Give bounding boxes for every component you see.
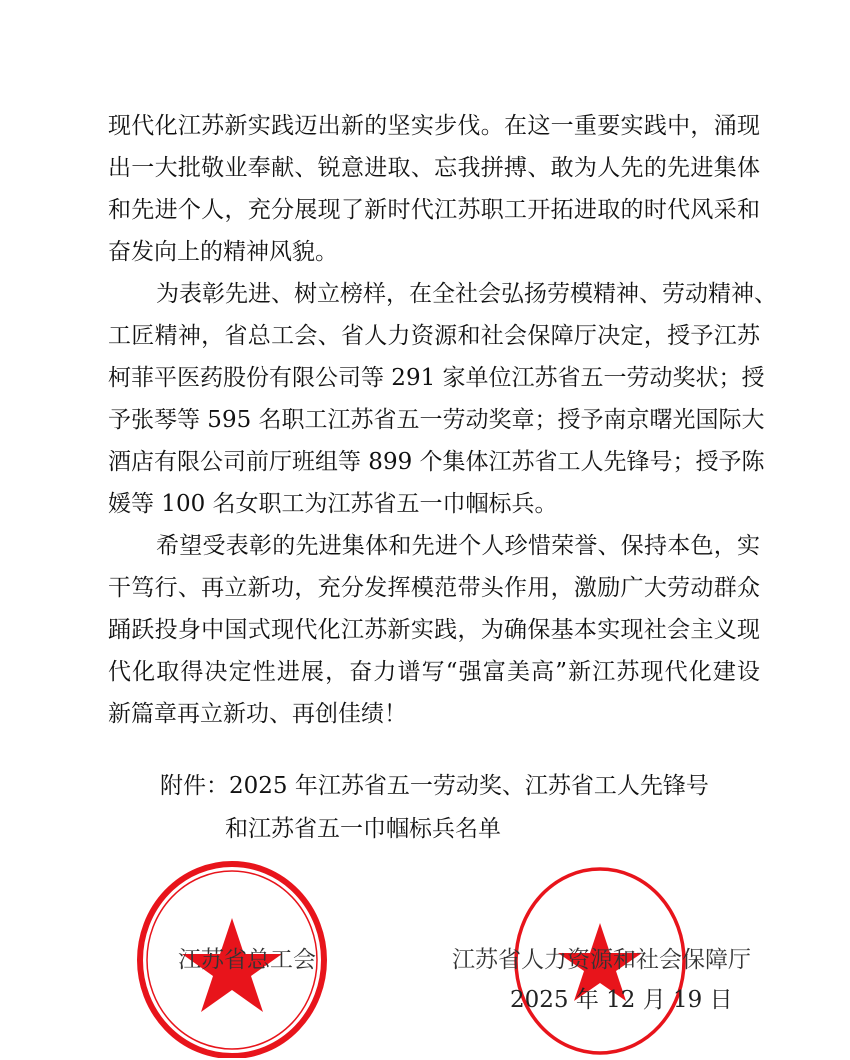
signature-left: 江苏省总工会 xyxy=(178,947,316,973)
body-line: 和先进个人，充分展现了新时代江苏职工开拓进取的时代风采和 xyxy=(108,197,760,223)
attachment-line-1: 附件：2025 年江苏省五一劳动奖、江苏省工人先锋号 xyxy=(160,773,709,799)
body-line: 出一大批敬业奉献、锐意进取、忘我拼搏、敢为人先的先进集体 xyxy=(108,155,760,181)
body-line: 希望受表彰的先进集体和先进个人珍惜荣誉、保持本色，实 xyxy=(156,533,760,559)
signature-right: 江苏省人力资源和社会保障厅 xyxy=(452,947,751,973)
attachment-line-2: 和江苏省五一巾帼标兵名单 xyxy=(225,816,501,842)
body-line: 柯菲平医药股份有限公司等 291 家单位江苏省五一劳动奖状；授 xyxy=(108,365,765,391)
body-line: 媛等 100 名女职工为江苏省五一巾帼标兵。 xyxy=(108,491,558,517)
body-line: 现代化江苏新实践迈出新的坚实步伐。在这一重要实践中，涌现 xyxy=(108,113,760,139)
body-line: 酒店有限公司前厅班组等 899 个集体江苏省工人先锋号；授予陈 xyxy=(108,449,765,475)
body-line: 踊跃投身中国式现代化江苏新实践，为确保基本实现社会主义现 xyxy=(108,617,760,643)
body-line: 代化取得决定性进展，奋力谱写“强富美高”新江苏现代化建设 xyxy=(108,659,760,685)
body-line: 予张琴等 595 名职工江苏省五一劳动奖章；授予南京曙光国际大 xyxy=(108,407,765,433)
body-line: 工匠精神，省总工会、省人力资源和社会保障厅决定，授予江苏 xyxy=(108,323,760,349)
signature-date: 2025 年 12 月 19 日 xyxy=(510,987,733,1013)
body-line: 奋发向上的精神风貌。 xyxy=(108,239,338,265)
body-line: 新篇章再立新功、再创佳绩！ xyxy=(108,701,407,727)
body-line: 为表彰先进、树立榜样，在全社会弘扬劳模精神、劳动精神、 xyxy=(156,281,777,307)
body-line: 干笃行、再立新功，充分发挥模范带头作用，激励广大劳动群众 xyxy=(108,575,760,601)
